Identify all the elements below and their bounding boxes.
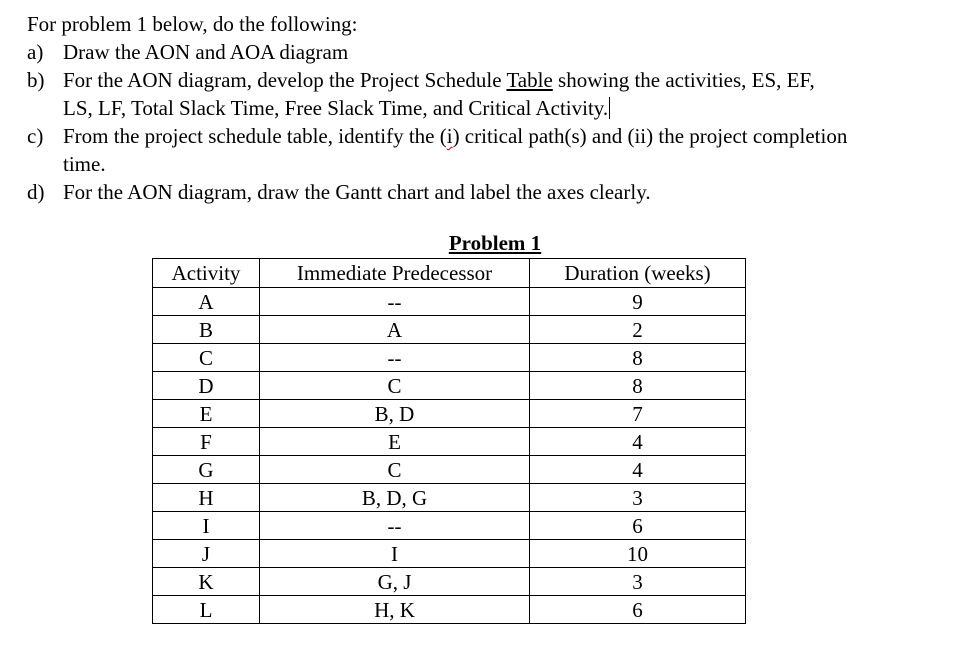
table-header-row: [153, 259, 746, 288]
underlined-word: Table: [506, 68, 553, 92]
cell-activity: I: [153, 512, 260, 540]
text-cursor: [609, 97, 610, 119]
cell-predecessor: E: [260, 428, 530, 456]
cell-predecessor: C: [260, 372, 530, 400]
table-row: [153, 316, 746, 344]
cell-predecessor: A: [260, 316, 530, 344]
cell-duration: 8: [530, 344, 746, 372]
item-text: time.: [63, 152, 106, 176]
cell-activity: L: [153, 596, 260, 624]
table-row: [153, 288, 746, 316]
table-row: [153, 428, 746, 456]
item-text-part: LS, LF, Total Slack Time, Free Slack Time, and Critical Activity.: [63, 96, 609, 120]
cell-predecessor: G, J: [260, 568, 530, 596]
cell-activity: C: [153, 344, 260, 372]
item-label: c): [27, 124, 44, 148]
cell-duration: 9: [530, 288, 746, 316]
cell-activity: E: [153, 400, 260, 428]
cell-activity: B: [153, 316, 260, 344]
cell-duration: 10: [530, 540, 746, 568]
item-text: [63, 66, 976, 94]
item-label: d): [27, 180, 45, 204]
table-row: [153, 596, 746, 624]
cell-activity: D: [153, 372, 260, 400]
table-row: [153, 344, 746, 372]
table-row: [153, 512, 746, 540]
cell-activity: K: [153, 568, 260, 596]
table-row: [153, 484, 746, 512]
table-row: [153, 568, 746, 596]
cell-activity: A: [153, 288, 260, 316]
cell-duration: 8: [530, 372, 746, 400]
cell-duration: 3: [530, 568, 746, 596]
table-caption: Problem 1: [448, 231, 542, 255]
item-label: b): [27, 68, 45, 92]
cell-activity: G: [153, 456, 260, 484]
column-header-predecessor: Immediate Predecessor: [260, 259, 530, 288]
cell-predecessor: --: [260, 512, 530, 540]
table-row: [153, 540, 746, 568]
spellcheck-marked-text: i: [446, 124, 453, 148]
item-text-part: For the AON diagram, develop the Project Schedule: [63, 68, 507, 92]
item-text: [63, 122, 976, 150]
cell-duration: 4: [530, 456, 746, 484]
item-text: For the AON diagram, draw the Gantt chart and label the axes clearly.: [63, 180, 651, 204]
cell-duration: 6: [530, 512, 746, 540]
cell-duration: 3: [530, 484, 746, 512]
table-body: [153, 288, 746, 624]
cell-predecessor: --: [260, 344, 530, 372]
cell-duration: 4: [530, 428, 746, 456]
cell-predecessor: --: [260, 288, 530, 316]
table-row: [153, 372, 746, 400]
column-header-activity: Activity: [153, 259, 260, 288]
table-row: [153, 400, 746, 428]
cell-duration: 2: [530, 316, 746, 344]
problem-table: [152, 258, 746, 624]
column-header-duration: Duration (weeks): [530, 259, 746, 288]
instructions-intro: For problem 1 below, do the following:: [27, 12, 358, 36]
table-row: [153, 456, 746, 484]
item-text: [63, 94, 976, 122]
item-label: a): [27, 40, 44, 64]
cell-predecessor: I: [260, 540, 530, 568]
cell-duration: 6: [530, 596, 746, 624]
item-text-part: ) critical path(s) and (ii) the project completion: [452, 124, 848, 148]
item-text: Draw the AON and AOA diagram: [63, 40, 349, 64]
item-text-part: From the project schedule table, identify the (: [63, 124, 447, 148]
item-text-part: showing the activities, ES, EF,: [552, 68, 815, 92]
cell-activity: H: [153, 484, 260, 512]
cell-duration: 7: [530, 400, 746, 428]
cell-predecessor: C: [260, 456, 530, 484]
cell-predecessor: B, D: [260, 400, 530, 428]
cell-predecessor: B, D, G: [260, 484, 530, 512]
cell-predecessor: H, K: [260, 596, 530, 624]
cell-activity: J: [153, 540, 260, 568]
cell-activity: F: [153, 428, 260, 456]
